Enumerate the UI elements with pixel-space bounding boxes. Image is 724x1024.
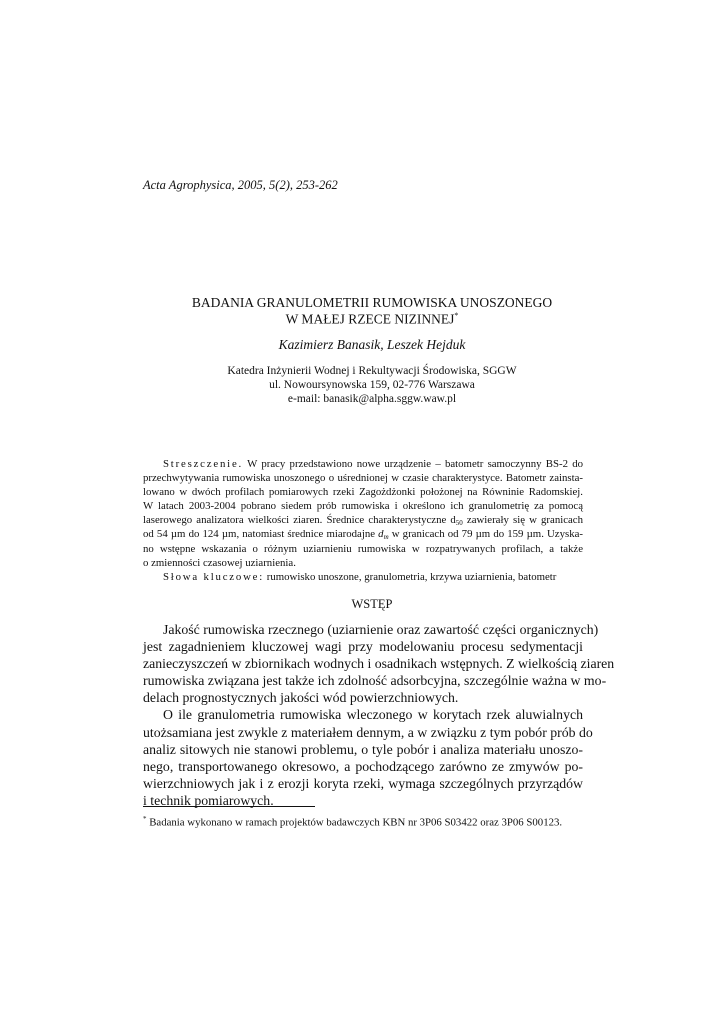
body-text: [143, 621, 615, 809]
paper-title-line-2: [143, 311, 601, 328]
authors: Kazimierz Banasik, Leszek Hejduk: [278, 337, 466, 352]
paper-title-text: W MAŁEJ RZECE NIZINNEJ: [285, 311, 455, 327]
subscript: m: [383, 533, 389, 542]
title-footnote-mark: *: [454, 311, 459, 320]
paragraph-line: O ile granulometria rumowiska wleczonego w korytach rzek aluwialnych: [163, 707, 583, 723]
paragraph-line: delach prognostycznych jakości wód powierzchniowych.: [143, 690, 459, 706]
journal-reference: Acta Agrophysica, 2005, 5(2), 253-262: [143, 178, 338, 192]
affiliation-department: Katedra Inżynierii Wodnej i Rekultywacji Środowiska, SGGW: [227, 365, 517, 377]
abstract-line: W latach 2003-2004 pobrano siedem prób rumowiska i określono ich granulometrię za pomocą: [143, 500, 583, 513]
abstract-line: przechwytywania rumowiska unoszonego o uśrednionej w czasie charakterystyce. Batometr zainsta-: [143, 472, 583, 485]
section-heading: WSTĘP: [351, 597, 393, 611]
subscript: 50: [455, 519, 463, 528]
abstract-line: od 54 µm do 124 µm, natomiast średnice miarodajne $d_m$ w granicach od 79 µm do 159 µm. Uzyska-: [143, 528, 583, 542]
paragraph-line: Jakość rumowiska rzecznego (uziarnienie oraz zawartość części organicznych): [163, 622, 599, 637]
abstract-label: Streszczenie.: [163, 458, 244, 470]
abstract-line: no wstępne wskazania o różnym uziarnieniu rumowiska w rozpatrywanych profilach, a także: [143, 542, 583, 555]
paragraph-line: wierzchniowych jak i z erozji koryta rzeki, wymaga szczególnych przyrządów: [143, 775, 583, 791]
abstract-line: o zmienności czasowej uziarnienia.: [143, 556, 296, 569]
affiliation-address: ul. Nowoursynowska 159, 02-776 Warszawa: [269, 379, 475, 391]
paragraph-line: jest zagadnieniem kluczowej wagi przy modelowaniu procesu sedymentacji: [143, 639, 583, 655]
footnote: [143, 815, 562, 829]
paragraph-line: utożsamiana jest zwykle z materiałem dennym, a w związku z tym pobór prób do: [143, 724, 593, 740]
paragraph-line: analiz sitowych nie stanowi problemu, o tyle pobór i analiza materiału unoszo-: [143, 741, 583, 757]
paper-title-line-1: BADANIA GRANULOMETRII RUMOWISKA UNOSZONEGO: [191, 295, 553, 310]
paragraph-line: nego, transportowanego okresowo, a pochodzącego zarówno ze zmywów po-: [143, 758, 583, 774]
paragraph-line: zanieczyszczeń w zbiornikach wodnych i osadnikach wstępnych. Z wielkością ziaren: [143, 656, 615, 672]
paragraph-line: rumowiska związana jest także ich zdolność adsorbcyjna, szczególnie ważna w mo-: [143, 673, 607, 689]
footnote-text: Badania wykonano w ramach projektów badawczych KBN nr 3P06 S03422 oraz 3P06 S00123.: [146, 816, 563, 829]
footnote-mark: *: [143, 815, 147, 823]
paragraph-line: i technik pomiarowych.: [143, 792, 274, 808]
keywords-label: Słowa kluczowe:: [163, 570, 265, 583]
keywords-line: [143, 570, 583, 584]
abstract-line: laserowego analizatora wielkości ziaren. Średnice charakterystyczne $d_{50}$ zawierały się w granicach: [143, 514, 583, 528]
abstract-line: lowano w dwóch profilach pomiarowych rzeki Zagożdżonki położonej na Równinie Radomskiej.: [143, 486, 583, 499]
footnote-divider: [143, 806, 315, 807]
keywords: rumowisko unoszone, granulometria, krzywa uziarnienia, batometr: [266, 570, 557, 583]
affiliation-email: e-mail: banasik@alpha.sggw.waw.pl: [287, 393, 457, 405]
abstract-line: Streszczenie. W pracy przedstawiono nowe urządzenie – batometr samoczynny BS-2 do: [163, 458, 583, 470]
abstract: [143, 457, 583, 584]
